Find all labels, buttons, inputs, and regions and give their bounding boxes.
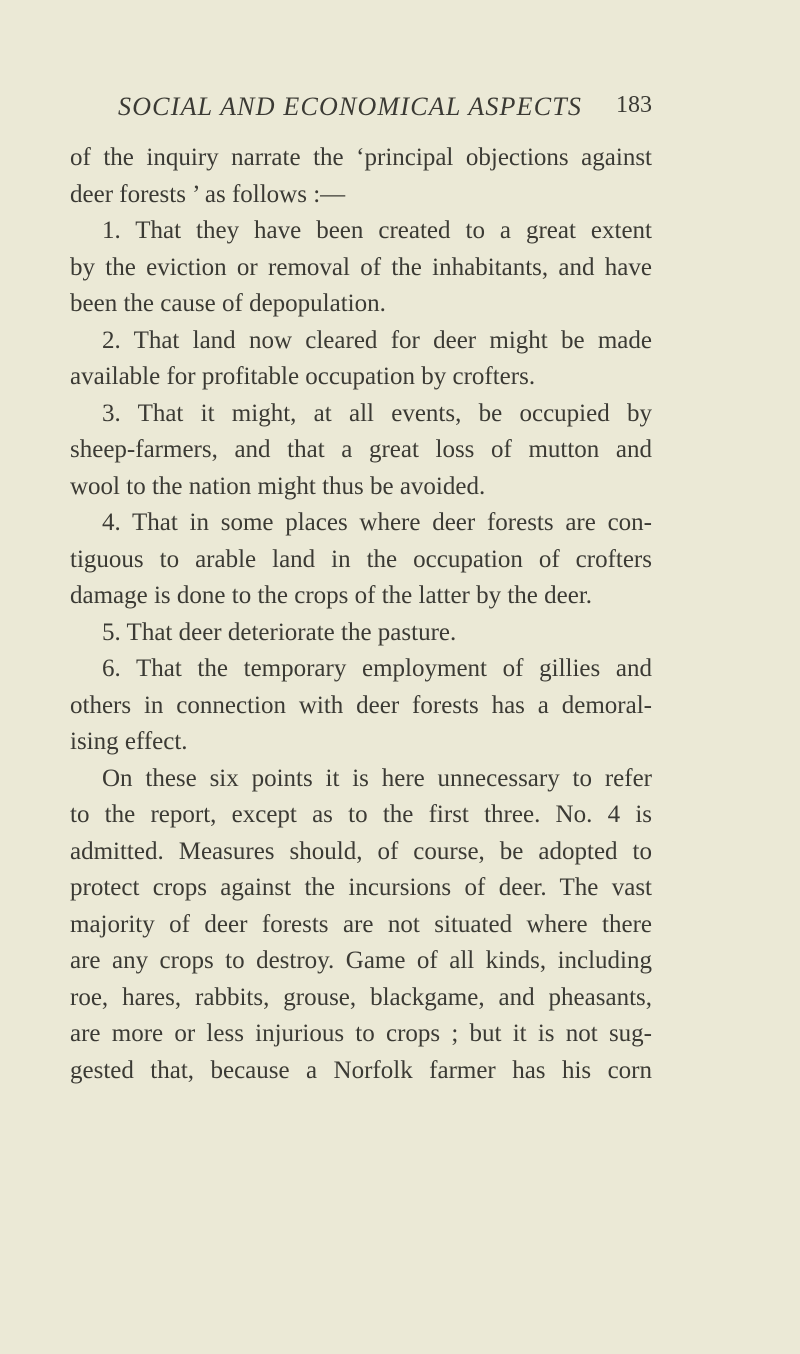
text-line: are any crops to destroy. Game of all kinds, including xyxy=(70,947,652,974)
text-line: are more or less injurious to crops ; but it is not sug- xyxy=(70,1020,652,1047)
text-line: wool to the nation might thus be avoided. xyxy=(70,472,486,500)
text-line: to the report, except as to the first three. No. 4 is xyxy=(70,801,652,828)
text-line: roe, hares, rabbits, grouse, blackgame, and pheasants, xyxy=(70,983,652,1011)
text-line: On these six points it is here unnecessary to refer xyxy=(102,764,652,792)
text-line: 3. That it might, at all events, be occupied by xyxy=(102,399,652,427)
running-head xyxy=(118,92,652,132)
text-line: of the inquiry narrate the ‘principal objections against xyxy=(70,144,652,171)
text-line: gested that, because a Norfolk farmer has his corn xyxy=(70,1056,652,1084)
text-line: available for profitable occupation by crofters. xyxy=(70,363,536,390)
running-title: SOCIAL AND ECONOMICAL ASPECTS xyxy=(118,92,583,121)
text-line: deer forests ’ as follows :— xyxy=(70,180,346,208)
text-line: 6. That the temporary employment of gillies and xyxy=(102,655,652,682)
text-line: damage is done to the crops of the latter by the deer. xyxy=(70,582,593,609)
text-line: by the eviction or removal of the inhabitants, and have xyxy=(70,253,652,281)
text-line: 1. That they have been created to a great extent xyxy=(102,217,652,244)
body-text xyxy=(70,140,652,1089)
text-line: protect crops against the incursions of deer. The vast xyxy=(70,874,652,901)
text-line: sheep-farmers, and that a great loss of mutton and xyxy=(70,436,652,463)
page-number: 183 xyxy=(616,92,652,118)
text-line: been the cause of depopulation. xyxy=(70,290,386,317)
text-line: 4. That in some places where deer forests are con- xyxy=(102,509,652,536)
text-line: 5. That deer deteriorate the pasture. xyxy=(102,618,457,646)
text-line: majority of deer forests are not situated where there xyxy=(70,910,652,938)
text-line: others in connection with deer forests has a demoral- xyxy=(70,691,652,719)
text-line: ising effect. xyxy=(70,728,188,755)
text-line: tiguous to arable land in the occupation of crofters xyxy=(70,545,652,573)
text-line: 2. That land now cleared for deer might be made xyxy=(102,326,652,354)
text-line: admitted. Measures should, of course, be adopted to xyxy=(70,837,652,865)
